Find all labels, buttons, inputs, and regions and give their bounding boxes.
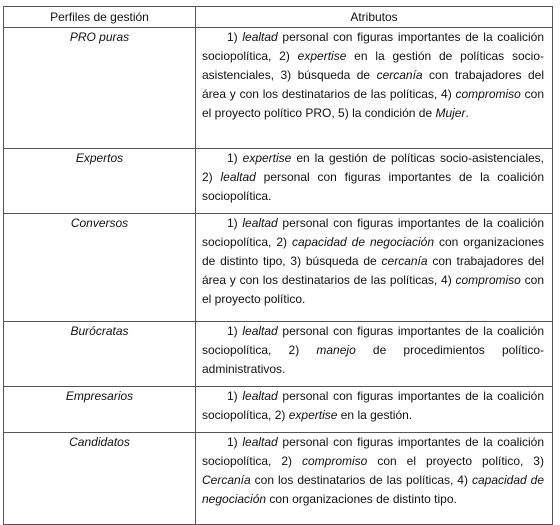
profile-attributes: 1) lealtad personal con figuras importantes de la coalición sociopolítica, 2) expertise en la gestión. [196,387,553,433]
italic-term: cercanía [381,254,428,268]
profile-name: Burócratas [4,322,196,387]
profiles-table [3,6,553,525]
italic-term: lealtad [242,435,278,449]
table-row [4,28,553,149]
profile-attributes: 1) lealtad personal con figuras importantes de la coalición sociopolítica, 2) capacidad de negociación con organizaciones de distinto tipo, 3) búsqueda de cercanía con trabajadores del área y con los destinatarios de las políticas, 4) compromiso con el proyecto político. [196,214,553,322]
italic-term: lealtad [220,170,256,184]
italic-term: capacidad de negociación [291,235,434,249]
profile-attributes: 1) lealtad personal con figuras importantes de la coalición sociopolítica, 2) expertise en la gestión de políticas socio-asistenciales, 3) búsqueda de cercanía con trabajadores del área y con los destinatarios de las políticas, 4) compromiso con el proyecto político PRO, 5) la condición de Mujer. [196,28,553,149]
italic-term: lealtad [242,216,278,230]
italic-term: cercanía [376,68,423,82]
profile-attributes: 1) expertise en la gestión de políticas socio-asistenciales, 2) lealtad personal con figuras importantes de la coalición sociopolítica. [196,149,553,214]
profile-attributes: 1) lealtad personal con figuras importantes de la coalición sociopolítica, 2) manejo de procedimientos político-administrativos. [196,322,553,387]
italic-term: lealtad [242,324,278,338]
profile-name: Conversos [4,214,196,322]
italic-term: Mujer [435,106,466,120]
profile-attributes: 1) lealtad personal con figuras importantes de la coalición sociopolítica, 2) compromiso con el proyecto político, 3) Cercanía con los destinatarios de las políticas, 4) capacidad de negociación con organizaciones de distinto tipo. [196,433,553,525]
profile-name: Empresarios [4,387,196,433]
table-row [4,433,553,525]
italic-term: manejo [316,343,356,357]
italic-term: Cercanía [202,473,251,487]
profile-name: Candidatos [4,433,196,525]
italic-term: compromiso [302,454,368,468]
table-row [4,149,553,214]
profile-name: PRO puras [4,28,196,149]
table-row [4,214,553,322]
table-row [4,387,553,433]
italic-term: compromiso [455,273,521,287]
italic-term: lealtad [242,389,278,403]
table-row [4,322,553,387]
header-profiles: Perfiles de gestión [4,7,196,28]
header-attributes: Atributos [196,7,553,28]
profile-name: Expertos [4,149,196,214]
italic-term: expertise [297,49,347,63]
italic-term: expertise [288,408,338,422]
italic-term: lealtad [242,30,278,44]
italic-term: compromiso [455,87,521,101]
italic-term: capacidad de negociación [202,473,545,506]
header-row [4,7,553,28]
italic-term: expertise [242,151,292,165]
